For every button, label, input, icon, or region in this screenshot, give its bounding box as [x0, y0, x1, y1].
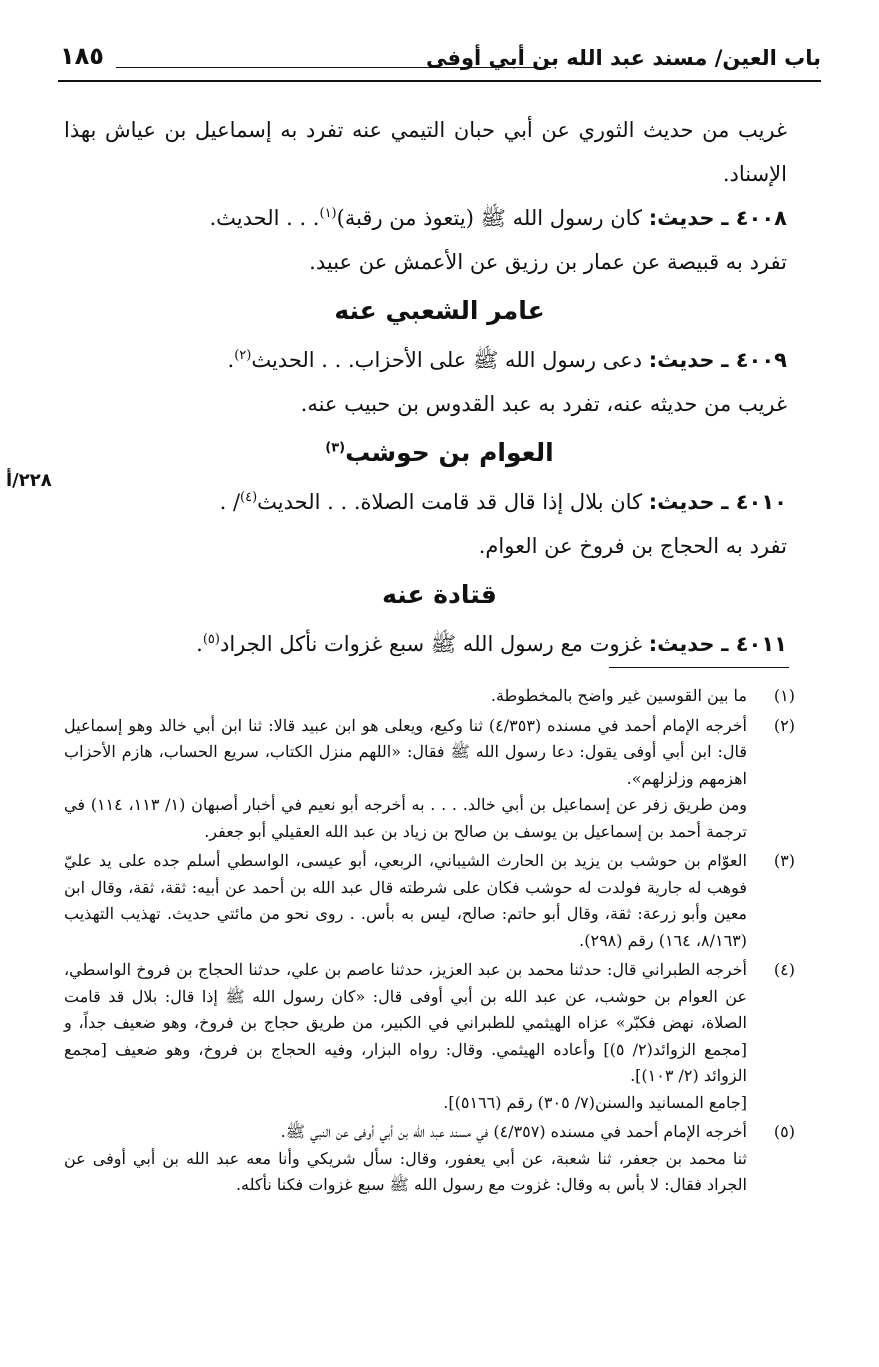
hadith-number: ٤٠٠٩ ـ [721, 348, 787, 372]
footnote-3 [64, 848, 795, 954]
manuscript-folio-note: ٢٢٨/أ [6, 470, 52, 491]
footnote-paragraph: [جامع المسانيد والسنن(٧/ ٣٠٥) رقم (٥١٦٦)]. [443, 1092, 747, 1112]
page-number: ١٨٥ [60, 42, 104, 70]
running-header [58, 38, 821, 78]
footnote-ref: (١) [319, 206, 337, 221]
footnote-paragraph: أخرجه الإمام أحمد في مسنده (٤/٣٥٣) ثنا وكيع، ويعلى هو ابن عبيد قالا: ثنا ابن أبي خالد وهو إسماعيل قال: ابن أبي أوفى يقول: دعا رسول الله ﷺ فقال: «اللهم منزل الكتاب، سريع الحساب، هازم الأحزاب اهزمهم وزلزلهم». [64, 715, 747, 788]
footnote-paragraph: ومن طريق زفر عن إسماعيل بن أبي خالد. . . . به أخرجه أبو نعيم في أخبار أصبهان (١/ ١١٣، ١١٤) في ترجمة أحمد بن إسماعيل بن يوسف بن صالح بن زياد بن عبد الله العقيلي أبو جعفر. [64, 795, 748, 841]
header-leader-line [116, 67, 551, 68]
hadith-tail: . [196, 632, 203, 656]
hadith-4011 [64, 622, 815, 666]
hadith-label: حديث: [648, 632, 715, 656]
header-rule [58, 80, 821, 82]
header-title: باب العين/ مسند عبد الله بن أبي أوفى [425, 46, 821, 70]
footnote-1 [64, 683, 795, 710]
footnote-paragraph: أخرجه الإمام أحمد في مسنده (٤/٣٥٧) في مسند عبد الله بن أبي أوفى عن النبي ﷺ. [280, 1122, 747, 1141]
hadith-tail: / . [219, 490, 241, 514]
hadith-tail: . [227, 348, 235, 372]
hadith-tail: . . . الحديث. [209, 206, 320, 230]
section-heading-awwam [64, 430, 815, 476]
footnote-4 [64, 957, 795, 1116]
section-title: العوام بن حوشب [345, 438, 554, 467]
footnote-paragraph: ثنا محمد بن جعفر، ثنا شعبة، عن أبي يعفور، وقال: سأل شريكي وأنا معه عبد الله بن أبي أوفى عن الجراد فقال: لا بأس به وقال: غزوت مع رسول الله ﷺ سبع غزوات فكنا نأكله. [64, 1148, 747, 1194]
footnote-paragraph: أخرجه الطبراني قال: حدثنا محمد بن عبد العزيز، حدثنا عاصم بن علي، حدثنا الحجاج بن فروخ الواسطي، عن العوام بن حوشب، عن عبد الله بن أبي أوفى قال: «كان رسول الله ﷺ إذا قال: بلال قد قامت الصلاة، نهض فكبّر» عزاه الهيثمي للطبراني في الكبير، من طريق حجاج بن فروخ، وهو ضعيف جداً، و [مجمع الزوائد(٢/ ٥)] وأعاده الهيثمي. وقال: رواه البزار، وفيه الحجاج بن فروخ، وهو ضعيف [مجمع الزوائد (٢/ ١٠٣)]. [64, 960, 747, 1085]
footnote-ref: (٢) [234, 348, 252, 363]
footnote-separator [609, 667, 789, 668]
footnote-number: (٥) [773, 1122, 795, 1141]
hadith-text: كان رسول الله ﷺ (يتعوذ من رقبة) [336, 206, 643, 230]
footnote-ref: (٥) [202, 632, 220, 647]
hadith-4008 [64, 196, 815, 240]
hadith-label: حديث: [648, 348, 715, 372]
footnote-number: (٤) [773, 960, 795, 979]
footnote-paragraph: العوّام بن حوشب بن يزيد بن الحارث الشيباني، الربعي، أبو عيسى، الواسطي أسلم جده على يد عليّ فوهب له جارية فولدت له حوشب فكان على شرطته قال عبد الله بن أحمد عن أبيه: ثقة، ثقة، وقال ابن معين وأبو زرعة: ثقة، وقال أبو حاتم: صالح، ليس به بأس. . روى نحو من مائتي حديث. تهذيب التهذيب (٨/١٦٣، ١٦٤) رقم (٢٩٨). [64, 851, 748, 950]
hadith-text: دعى رسول الله ﷺ على الأحزاب. . . الحديث [251, 348, 643, 372]
hadith-label: حديث: [648, 206, 715, 230]
note-4008: تفرد به قبيصة عن عمار بن رزيق عن الأعمش عن عبيد. [309, 250, 787, 274]
hadith-text: كان بلال إذا قال قد قامت الصلاة. . . الحديث [257, 490, 643, 514]
footnote-number: (١) [773, 686, 795, 705]
section-heading-qatada: قتادة عنه [382, 580, 497, 609]
footnote-5 [64, 1119, 795, 1199]
intro-paragraph: غريب من حديث الثوري عن أبي حبان التيمي عنه تفرد به إسماعيل بن عياش بهذا الإسناد. [64, 118, 787, 186]
footnotes [64, 683, 795, 1202]
hadith-text: غزوت مع رسول الله ﷺ سبع غزوات نأكل الجراد [219, 632, 643, 656]
footnote-number: (٣) [773, 851, 795, 870]
main-text [64, 108, 815, 666]
footnote-ref: (٣) [325, 440, 346, 456]
footnote-paragraph: ما بين القوسين غير واضح بالمخطوطة. [490, 686, 747, 705]
footnote-2 [64, 713, 795, 846]
hadith-label: حديث: [648, 490, 715, 514]
footnote-number: (٢) [773, 715, 795, 735]
footnote-ref: (٤) [240, 490, 258, 505]
hadith-4010 [64, 480, 815, 524]
note-4009: غريب من حديثه عنه، تفرد به عبد القدوس بن حبيب عنه. [300, 392, 787, 416]
section-heading-shabi: عامر الشعبي عنه [334, 296, 545, 325]
hadith-number: ٤٠١٠ ـ [721, 490, 787, 514]
hadith-number: ٤٠٠٨ ـ [721, 206, 787, 230]
note-4010: تفرد به الحجاج بن فروخ عن العوام. [478, 534, 787, 558]
hadith-number: ٤٠١١ ـ [721, 632, 787, 656]
hadith-4009 [64, 338, 815, 382]
